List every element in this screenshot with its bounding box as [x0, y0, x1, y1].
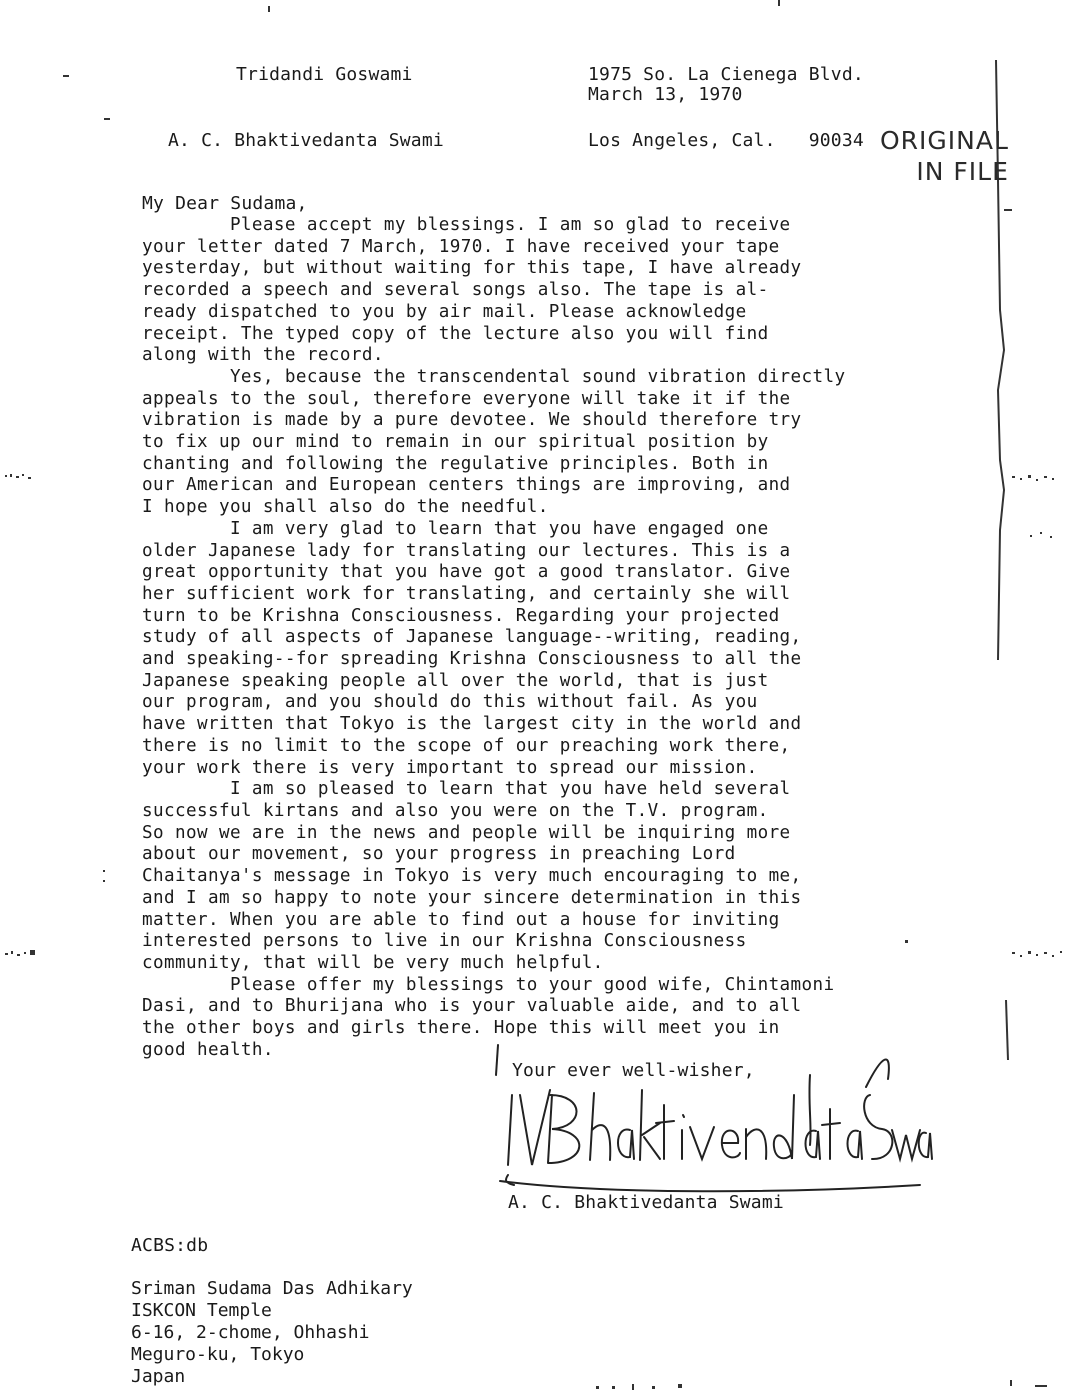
body-line: there is no limit to the scope of our preaching work there, — [142, 735, 791, 756]
body-line: great opportunity that you have got a good translator. Give — [142, 562, 791, 583]
body-line: chanting and following the regulative principles. Both in — [142, 453, 769, 474]
body-line: Dasi, and to Bhurijana who is your valuable aide, and to all — [142, 996, 802, 1017]
body-line: to fix up our mind to remain in our spiritual position by — [142, 432, 769, 453]
body-line: your work there is very important to spread our mission. — [142, 757, 758, 778]
body-line: I am so pleased to learn that you have held several — [142, 779, 791, 800]
sender-name: A. C. Bhaktivedanta Swami — [168, 130, 444, 151]
stamp-line-1: ORIGINAL — [880, 126, 1009, 155]
body-line: good health. — [142, 1039, 274, 1060]
reference-initials: ACBS:db — [131, 1235, 209, 1256]
body-line: turn to be Krishna Consciousness. Regarding your projected — [142, 605, 780, 626]
salutation: My Dear Sudama, — [142, 193, 308, 214]
body-line: Japanese speaking people all over the world, that is just — [142, 670, 769, 691]
sender-block — [168, 20, 444, 196]
body-line: about our movement, so your progress in preaching Lord — [142, 844, 736, 865]
body-line: interested persons to live in our Krishna Consciousness — [142, 931, 747, 952]
address-street: 1975 So. La Cienega Blvd. — [588, 64, 864, 85]
letter-date: March 13, 1970 — [588, 84, 743, 105]
body-line: your letter dated 7 March, 1970. I have received your tape — [142, 236, 780, 257]
body-line: I hope you shall also do the needful. — [142, 497, 549, 518]
body-line: her sufficient work for translating, and certainly she will — [142, 583, 791, 604]
body-line: So now we are in the news and people will be inquiring more — [142, 822, 791, 843]
original-in-file-stamp — [880, 125, 1009, 187]
recipient-line: Meguro-ku, Tokyo — [131, 1344, 305, 1365]
body-line: community, that will be very much helpful. — [142, 952, 604, 973]
body-line: along with the record. — [142, 345, 384, 366]
closing-line: Your ever well-wisher, — [512, 1060, 755, 1081]
margin-bracket — [990, 60, 1020, 1060]
body-line: appeals to the soul, therefore everyone will take it if the — [142, 388, 791, 409]
body-line: our American and European centers things are improving, and — [142, 475, 791, 496]
body-line: vibration is made by a pure devotee. We should therefore try — [142, 410, 802, 431]
body-line: matter. When you are able to find out a house for inviting — [142, 909, 780, 930]
body-line: and I am so happy to note your sincere determination in this — [142, 887, 802, 908]
recipient-address — [131, 1278, 413, 1388]
recipient-line: Sriman Sudama Das Adhikary — [131, 1278, 413, 1299]
recipient-line: Japan — [131, 1366, 186, 1387]
body-line: Yes, because the transcendental sound vibration directly — [142, 366, 846, 387]
sender-address — [588, 20, 864, 196]
body-line: I am very glad to learn that you have engaged one — [142, 518, 769, 539]
body-line: Please offer my blessings to your good wife, Chintamoni — [142, 974, 835, 995]
body-line: Chaitanya's message in Tokyo is very much encouraging to me, — [142, 866, 802, 887]
body-line: Please accept my blessings. I am so glad to receive — [142, 215, 791, 235]
body-line: ready dispatched to you by air mail. Please acknowledge — [142, 301, 747, 322]
body-line: and speaking--for spreading Krishna Consciousness to all the — [142, 649, 802, 670]
body-line: have written that Tokyo is the largest city in the world and — [142, 714, 802, 735]
body-line: the other boys and girls there. Hope this will meet you in — [142, 1018, 780, 1039]
letter-body — [142, 215, 972, 1061]
address-city: Los Angeles, Cal. 90034 — [588, 130, 864, 151]
body-line: recorded a speech and several songs also. The tape is al- — [142, 280, 769, 301]
body-line: our program, and you should do this without fail. As you — [142, 692, 758, 713]
signed-name: A. C. Bhaktivedanta Swami — [508, 1192, 784, 1213]
body-line: older Japanese lady for translating our lectures. This is a — [142, 540, 791, 561]
stamp-line-2: IN FILE — [916, 157, 1009, 186]
body-line: study of all aspects of Japanese language--writing, reading, — [142, 627, 802, 648]
recipient-line: 6-16, 2-chome, Ohhashi — [131, 1322, 370, 1343]
body-line: yesterday, but without waiting for this tape, I have already — [142, 258, 802, 279]
recipient-line: ISKCON Temple — [131, 1300, 272, 1321]
body-line: successful kirtans and also you were on the T.V. program. — [142, 800, 769, 821]
body-line: receipt. The typed copy of the lecture also you will find — [142, 323, 769, 344]
sender-title: Tridandi Goswami — [236, 64, 413, 85]
